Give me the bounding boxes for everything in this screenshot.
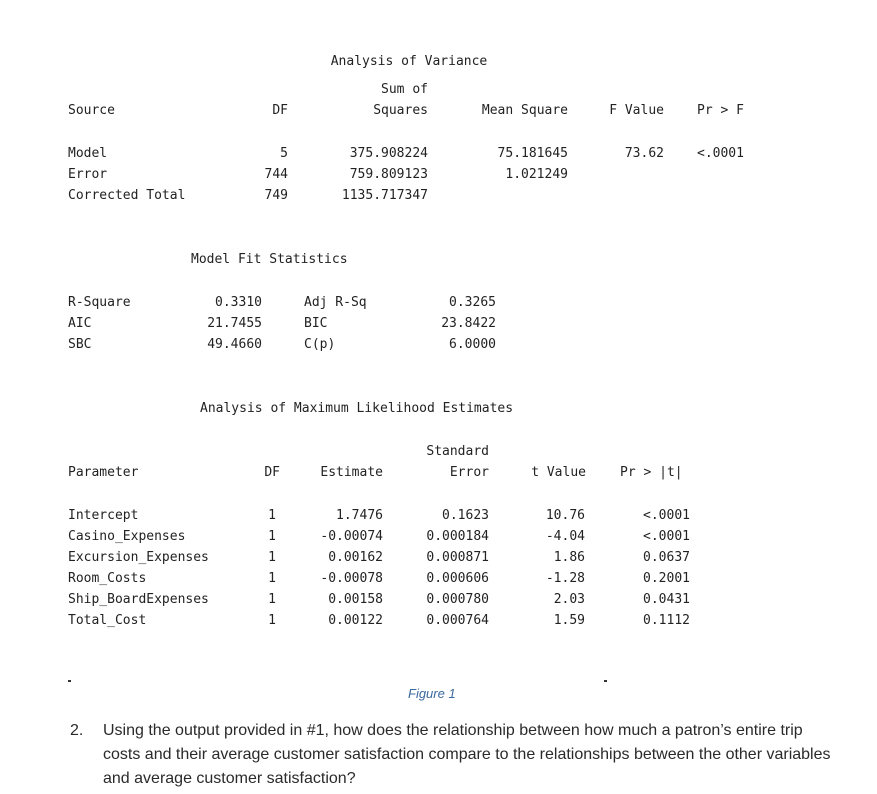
mle-p: <.0001 — [643, 508, 690, 523]
mle-estimate: -0.00074 — [320, 529, 383, 544]
mle-se: 0.000606 — [426, 571, 489, 586]
anova-ss-header-line1: Sum of — [381, 82, 428, 97]
anova-source-header: Source — [68, 103, 115, 118]
fit-label: C(p) — [304, 337, 336, 352]
anova-p-header: Pr > F — [697, 103, 744, 118]
mle-df: 1 — [268, 508, 276, 523]
mle-t: 2.03 — [553, 592, 585, 607]
anova-p: <.0001 — [697, 146, 744, 161]
fit-label: SBC — [68, 337, 92, 352]
fit-value: 49.4660 — [207, 337, 262, 352]
mle-p-header: Pr > |t| — [620, 465, 683, 480]
mle-se: 0.000780 — [426, 592, 489, 607]
figure-caption: Figure 1 — [408, 686, 456, 701]
mle-p: 0.1112 — [643, 613, 690, 628]
mle-se: 0.000764 — [426, 613, 489, 628]
anova-f-header: F Value — [609, 103, 664, 118]
fit-value: 23.8422 — [441, 316, 496, 331]
anova-title-row — [0, 39, 820, 69]
mle-parameter: Ship_BoardExpenses — [68, 592, 209, 607]
anova-df-header: DF — [272, 103, 288, 118]
mle-t: 1.86 — [553, 550, 585, 565]
image-edge-mark-right — [604, 680, 607, 682]
anova-df: 744 — [264, 167, 288, 182]
anova-ss: 375.908224 — [349, 146, 428, 161]
mle-se: 0.1623 — [442, 508, 489, 523]
mle-parameter: Excursion_Expenses — [68, 550, 209, 565]
mle-se: 0.000871 — [426, 550, 489, 565]
mle-t: 1.59 — [553, 613, 585, 628]
mle-p: 0.2001 — [643, 571, 690, 586]
question-text: Using the output provided in #1, how does the relationship between how much a patron’s entire trip costs and their average customer satisfaction compare to the relationships between the other variables and average customer satisfaction? — [103, 722, 831, 787]
mle-df: 1 — [268, 613, 276, 628]
mle-parameter: Total_Cost — [68, 613, 147, 628]
mle-title: Analysis of Maximum Likelihood Estimates — [200, 401, 514, 416]
mle-df: 1 — [268, 571, 276, 586]
mle-se: 0.000184 — [426, 529, 489, 544]
anova-f: 73.62 — [624, 146, 664, 161]
fit-value: 0.3265 — [449, 295, 496, 310]
mle-se-header-line2: Error — [449, 465, 489, 480]
mle-p: 0.0431 — [643, 592, 690, 607]
anova-df: 5 — [280, 146, 288, 161]
anova-df: 749 — [264, 188, 288, 203]
mle-parameter-header: Parameter — [68, 465, 139, 480]
anova-ss: 759.809123 — [349, 167, 428, 182]
mle-p: <.0001 — [643, 529, 690, 544]
anova-source: Corrected Total — [68, 188, 186, 203]
mle-t: -4.04 — [545, 529, 585, 544]
mle-t: 10.76 — [545, 508, 585, 523]
mle-t-header: t Value — [531, 465, 586, 480]
mle-parameter: Room_Costs — [68, 571, 147, 586]
fit-value: 21.7455 — [207, 316, 262, 331]
fit-label: Adj R-Sq — [304, 295, 367, 310]
mle-estimate: 0.00122 — [328, 613, 383, 628]
anova-title: Analysis of Variance — [330, 54, 488, 69]
mle-estimate: 0.00158 — [328, 592, 383, 607]
mle-se-header-line1: Standard — [426, 444, 489, 459]
mle-df: 1 — [268, 592, 276, 607]
question-number: 2. — [70, 722, 84, 739]
fit-title: Model Fit Statistics — [191, 252, 348, 267]
mle-t: -1.28 — [545, 571, 585, 586]
anova-ss: 1135.717347 — [341, 188, 428, 203]
mle-estimate: 0.00162 — [328, 550, 383, 565]
fit-label: AIC — [68, 316, 92, 331]
anova-ms: 75.181645 — [497, 146, 568, 161]
mle-parameter: Intercept — [68, 508, 139, 523]
question-block — [70, 719, 850, 791]
anova-ms: 1.021249 — [505, 167, 568, 182]
image-edge-mark-left — [68, 680, 71, 682]
anova-ss-header-line2: Squares — [373, 103, 428, 118]
anova-source: Model — [68, 146, 108, 161]
fit-label: R-Square — [68, 295, 131, 310]
mle-df: 1 — [268, 529, 276, 544]
mle-parameter: Casino_Expenses — [68, 529, 186, 544]
anova-ms-header: Mean Square — [481, 103, 568, 118]
mle-df-header: DF — [264, 465, 280, 480]
mle-estimate: -0.00078 — [320, 571, 383, 586]
fit-value: 0.3310 — [215, 295, 262, 310]
mle-estimate-header: Estimate — [320, 465, 383, 480]
fit-label: BIC — [304, 316, 328, 331]
mle-p: 0.0637 — [643, 550, 690, 565]
anova-source: Error — [68, 167, 108, 182]
mle-df: 1 — [268, 550, 276, 565]
fit-value: 6.0000 — [449, 337, 496, 352]
mle-estimate: 1.7476 — [336, 508, 383, 523]
